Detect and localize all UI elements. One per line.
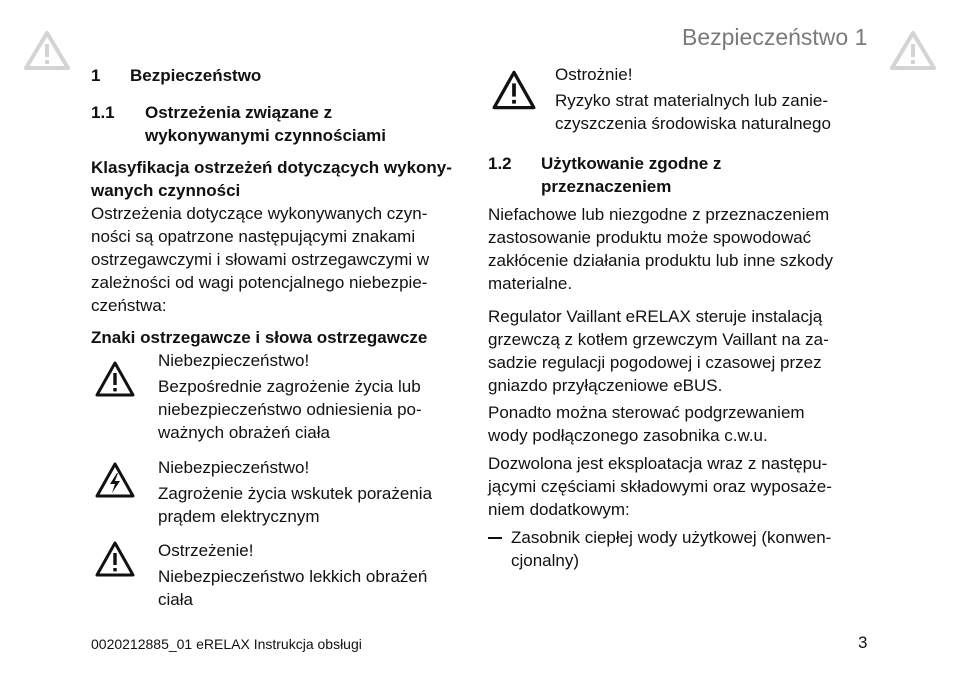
warning-text-line: Bezpośrednie zagrożenie życia lub	[158, 377, 421, 396]
paragraph-line: sadzie regulacji pogodowej i czasowej przez	[488, 353, 822, 372]
classification-body-line: czeństwa:	[91, 296, 167, 315]
caution-title: Ostrożnie!	[555, 65, 633, 84]
paragraph-line: zastosowanie produktu może spowodować	[488, 228, 812, 247]
warning-text-line: ciała	[158, 590, 193, 609]
classification-body-line: ności są opatrzone następującymi znakami	[91, 227, 416, 246]
paragraph-line: Niefachowe lub niezgodne z przeznaczeniem	[488, 205, 830, 224]
classification-body-line: Ostrzeżenia dotyczące wykonywanych czyn-	[91, 204, 428, 223]
warning-title: Niebezpieczeństwo!	[158, 458, 310, 477]
paragraph-line: grzewczą z kotłem grzewczym Vaillant na za-	[488, 330, 829, 349]
warning-triangle-exclamation-icon	[95, 541, 135, 577]
classification-body-line: zależności od wagi potencjalnego niebezpie-	[91, 273, 428, 292]
section-number: 1	[91, 66, 101, 85]
subsection-title-line: wykonywanymi czynnościami	[145, 126, 386, 145]
paragraph-line: jącymi częściami składowymi oraz wyposaże-	[488, 477, 832, 496]
warning-triangle-exclamation-icon	[95, 361, 135, 397]
corner-warning-icon-left	[24, 30, 70, 70]
warning-text-line: prądem elektrycznym	[158, 507, 320, 526]
subsection-title-line: Użytkowanie zgodne z	[541, 154, 722, 173]
paragraph-line: materialne.	[488, 274, 573, 293]
paragraph-line: Ponadto można sterować podgrzewaniem	[488, 403, 805, 422]
page-number: 3	[858, 633, 868, 652]
page-header-title: Bezpieczeństwo 1	[682, 24, 868, 50]
warning-text-line: ważnych obrażeń ciała	[158, 423, 330, 442]
section-title: Bezpieczeństwo	[130, 66, 262, 85]
classification-body-line: ostrzegawczymi i słowami ostrzegawczymi w	[91, 250, 430, 269]
signs-heading: Znaki ostrzegawcze i słowa ostrzegawcze	[91, 328, 428, 347]
paragraph-line: zakłócenie działania produktu lub inne szkody	[488, 251, 833, 270]
subsection-number: 1.2	[488, 154, 512, 173]
paragraph-line: niem dodatkowym:	[488, 500, 630, 519]
warning-triangle-electric-icon	[95, 462, 135, 498]
subsection-number: 1.1	[91, 103, 115, 122]
warning-title: Ostrzeżenie!	[158, 541, 254, 560]
subsection-title-line: przeznaczeniem	[541, 177, 672, 196]
corner-warning-icon-right	[890, 30, 936, 70]
warning-title: Niebezpieczeństwo!	[158, 351, 310, 370]
classification-heading-line: Klasyfikacja ostrzeżeń dotyczących wykony-	[91, 158, 452, 177]
caution-text-line: czyszczenia środowiska naturalnego	[555, 114, 831, 133]
warning-text-line: Zagrożenie życia wskutek porażenia	[158, 484, 433, 503]
caution-text-line: Ryzyko strat materialnych lub zanie-	[555, 91, 829, 110]
classification-heading-line: wanych czynności	[91, 181, 241, 200]
warning-triangle-exclamation-icon	[492, 70, 536, 110]
paragraph-line: Regulator Vaillant eRELAX steruje instalacją	[488, 307, 823, 326]
bullet-dash	[488, 537, 502, 539]
warning-text-line: niebezpieczeństwo odniesienia po-	[158, 400, 422, 419]
bullet-item-line: Zasobnik ciepłej wody użytkowej (konwen-	[511, 528, 832, 547]
paragraph-line: gniazdo przyłączeniowe eBUS.	[488, 376, 723, 395]
subsection-title-line: Ostrzeżenia związane z	[145, 103, 333, 122]
paragraph-line: wody podłączonego zasobnika c.w.u.	[488, 426, 768, 445]
paragraph-line: Dozwolona jest eksploatacja wraz z następu-	[488, 454, 828, 473]
footer-document-id: 0020212885_01 eRELAX Instrukcja obsługi	[91, 636, 362, 652]
warning-text-line: Niebezpieczeństwo lekkich obrażeń	[158, 567, 428, 586]
bullet-item-line: cjonalny)	[511, 551, 580, 570]
